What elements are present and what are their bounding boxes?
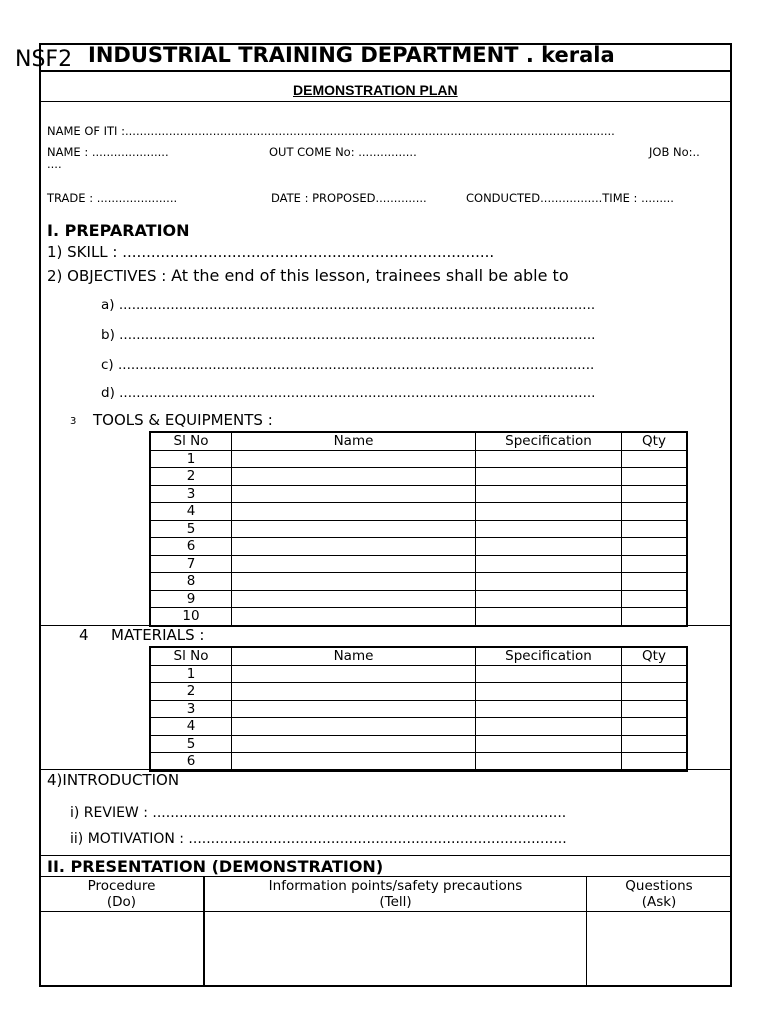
tools-col-slno: Sl No	[150, 432, 232, 450]
qty-cell[interactable]	[622, 538, 688, 556]
table-row	[150, 683, 687, 701]
qty-cell[interactable]	[622, 700, 688, 718]
preparation-heading: I. PREPARATION	[47, 221, 190, 240]
row-number: 2	[150, 468, 232, 486]
qty-cell[interactable]	[622, 468, 688, 486]
specification-cell[interactable]	[476, 468, 622, 486]
name-cell[interactable]	[232, 590, 476, 608]
row-number: 3	[150, 485, 232, 503]
qty-cell[interactable]	[622, 683, 688, 701]
qty-cell[interactable]	[622, 590, 688, 608]
questions-label: Questions	[625, 878, 693, 894]
qty-cell[interactable]	[622, 665, 688, 683]
specification-cell[interactable]	[476, 753, 622, 771]
name-cell[interactable]	[232, 700, 476, 718]
materials-col-specification: Specification	[476, 647, 622, 665]
objectives-text: At the end of this lesson, trainees shall be able to	[171, 266, 569, 285]
row-number: 6	[150, 753, 232, 771]
tools-number: 3	[70, 416, 77, 427]
review-field: i) REVIEW : .............................................................................................	[70, 805, 567, 821]
objective-b: b) ...............................................................................................................	[101, 327, 596, 343]
qty-cell[interactable]	[622, 555, 688, 573]
objectives-label: 2) OBJECTIVES :	[47, 267, 172, 285]
name-cell[interactable]	[232, 485, 476, 503]
materials-col-name: Name	[232, 647, 476, 665]
qty-cell[interactable]	[622, 608, 688, 626]
name-of-iti-field: NAME OF ITI :......................................................................................................................................	[47, 124, 615, 138]
name-cell[interactable]	[232, 608, 476, 626]
table-row	[150, 718, 687, 736]
row-number: 3	[150, 700, 232, 718]
name-cell[interactable]	[232, 683, 476, 701]
table-row	[150, 665, 687, 683]
qty-cell[interactable]	[622, 520, 688, 538]
conducted-time-field: CONDUCTED.................TIME : .........	[466, 191, 674, 205]
information-sublabel: (Tell)	[379, 894, 412, 910]
specification-cell[interactable]	[476, 700, 622, 718]
table-row	[150, 485, 687, 503]
materials-table-header	[150, 647, 687, 665]
page-subtitle: DEMONSTRATION PLAN	[293, 82, 458, 98]
presentation-heading: II. PRESENTATION (DEMONSTRATION)	[47, 857, 384, 876]
introduction-heading: 4)INTRODUCTION	[47, 771, 180, 789]
table-row	[150, 520, 687, 538]
procedure-label: Procedure	[87, 878, 156, 894]
procedure-header	[40, 877, 205, 912]
materials-number: 4	[79, 626, 89, 644]
name-cell[interactable]	[232, 468, 476, 486]
qty-cell[interactable]	[622, 450, 688, 468]
row-number: 1	[150, 450, 232, 468]
tools-table-header	[150, 432, 687, 450]
specification-cell[interactable]	[476, 683, 622, 701]
name-cell[interactable]	[232, 718, 476, 736]
title-divider	[39, 70, 732, 72]
name-cell[interactable]	[232, 753, 476, 771]
name-cell[interactable]	[232, 555, 476, 573]
row-number: 5	[150, 735, 232, 753]
table-row	[150, 573, 687, 591]
materials-col-qty: Qty	[622, 647, 688, 665]
tools-table	[149, 431, 688, 627]
subtitle-divider	[39, 101, 732, 102]
objective-a: a) ...............................................................................................................	[101, 297, 596, 313]
name-cell[interactable]	[232, 538, 476, 556]
objective-d: d) ...............................................................................................................	[101, 385, 596, 401]
information-header	[204, 877, 587, 912]
tools-col-qty: Qty	[622, 432, 688, 450]
table-row	[150, 735, 687, 753]
questions-header	[587, 877, 732, 912]
name-cell[interactable]	[232, 665, 476, 683]
row-number: 6	[150, 538, 232, 556]
materials-col-slno: Sl No	[150, 647, 232, 665]
job-no-continuation: ....	[47, 157, 62, 171]
table-row	[150, 753, 687, 771]
row-number: 4	[150, 503, 232, 521]
name-field: NAME : .....................	[47, 145, 169, 159]
page-title: INDUSTRIAL TRAINING DEPARTMENT . kerala	[88, 43, 615, 67]
table-row	[150, 555, 687, 573]
questions-cell[interactable]	[587, 912, 732, 987]
name-cell[interactable]	[232, 450, 476, 468]
tools-col-name: Name	[232, 432, 476, 450]
name-cell[interactable]	[232, 503, 476, 521]
qty-cell[interactable]	[622, 718, 688, 736]
specification-cell[interactable]	[476, 590, 622, 608]
table-row	[150, 503, 687, 521]
qty-cell[interactable]	[622, 485, 688, 503]
row-number: 1	[150, 665, 232, 683]
specification-cell[interactable]	[476, 573, 622, 591]
motivation-field: ii) MOTIVATION : .....................................................................................	[70, 831, 567, 847]
qty-cell[interactable]	[622, 503, 688, 521]
specification-cell[interactable]	[476, 608, 622, 626]
row-number: 10	[150, 608, 232, 626]
tools-heading: TOOLS & EQUIPMENTS :	[93, 411, 273, 429]
objectives-line	[47, 266, 569, 285]
row-number: 7	[150, 555, 232, 573]
outcome-field: OUT COME No: ................	[269, 145, 417, 159]
presentation-table	[39, 876, 732, 987]
job-no-field: JOB No:..	[649, 145, 700, 159]
materials-table	[149, 646, 688, 772]
specification-cell[interactable]	[476, 718, 622, 736]
specification-cell[interactable]	[476, 520, 622, 538]
row-number: 8	[150, 573, 232, 591]
tools-col-specification: Specification	[476, 432, 622, 450]
specification-cell[interactable]	[476, 555, 622, 573]
row-number: 9	[150, 590, 232, 608]
objective-c: c) ...............................................................................................................	[101, 357, 595, 373]
procedure-cell[interactable]	[40, 912, 205, 987]
specification-cell[interactable]	[476, 450, 622, 468]
materials-heading: MATERIALS :	[111, 626, 205, 644]
name-cell[interactable]	[232, 573, 476, 591]
skill-field: 1) SKILL : ..............................................................................	[47, 243, 495, 261]
specification-cell[interactable]	[476, 735, 622, 753]
specification-cell[interactable]	[476, 503, 622, 521]
table-row	[150, 608, 687, 626]
table-row	[150, 450, 687, 468]
table-row	[150, 468, 687, 486]
qty-cell[interactable]	[622, 573, 688, 591]
specification-cell[interactable]	[476, 665, 622, 683]
information-cell[interactable]	[204, 912, 587, 987]
procedure-sublabel: (Do)	[106, 894, 137, 910]
table-row	[150, 538, 687, 556]
trade-field: TRADE : ......................	[47, 191, 178, 205]
table-row	[150, 590, 687, 608]
presentation-row	[40, 912, 732, 987]
date-field: DATE : PROPOSED..............	[271, 191, 427, 205]
qty-cell[interactable]	[622, 735, 688, 753]
qty-cell[interactable]	[622, 753, 688, 771]
form-code: NSF2	[15, 47, 73, 72]
specification-cell[interactable]	[476, 485, 622, 503]
name-cell[interactable]	[232, 520, 476, 538]
questions-sublabel: (Ask)	[641, 894, 677, 910]
row-number: 5	[150, 520, 232, 538]
row-number: 2	[150, 683, 232, 701]
materials-divider	[39, 769, 732, 770]
row-number: 4	[150, 718, 232, 736]
table-row	[150, 700, 687, 718]
information-label: Information points/safety precautions	[268, 878, 523, 894]
specification-cell[interactable]	[476, 538, 622, 556]
introduction-divider	[39, 855, 732, 856]
name-cell[interactable]	[232, 735, 476, 753]
presentation-table-header	[40, 877, 732, 912]
